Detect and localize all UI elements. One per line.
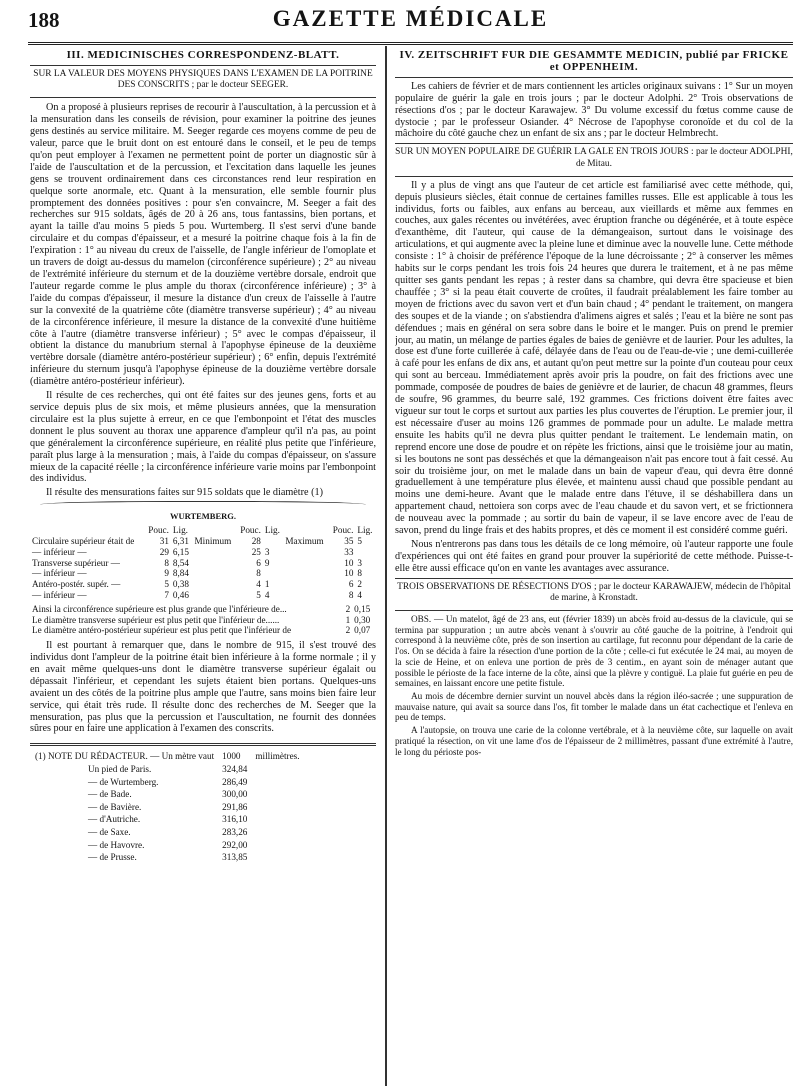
paragraph: Les cahiers de février et de mars contiennent les articles originaux suivans : 1° Sur un moyen populaire de guérir la gale en trois jours ; par le docteur Adolphi. 2° Trois observations de résections d'os ; par le docteur Karawajew. 3° Du volume excessif du fœtus comme cause de dystocie ; par le professeur Osiander. 4° Nécrose de l'apophyse coronoïde et du col de la mâchoire du côté gauche chez un enfant de six ans ; par le docteur Helmbrecht. xyxy=(395,80,793,140)
footnote-unit-header: millimètres. xyxy=(255,751,300,762)
unit-header: Lig. xyxy=(357,525,373,536)
cell-pouc: 9 xyxy=(164,568,169,579)
footnote-row xyxy=(32,852,303,863)
unit-header: Pouc. xyxy=(240,525,261,536)
footnote-label: — de Bade. xyxy=(88,789,132,800)
footnote-header-row xyxy=(32,751,303,762)
footnote-value: 324,84 xyxy=(222,763,248,774)
footnote-row xyxy=(32,802,303,813)
minimum-label xyxy=(193,590,237,601)
table-row xyxy=(30,558,376,569)
footnote xyxy=(30,749,305,864)
paragraph: Il est pourtant à remarquer que, dans le nombre de 915, il s'est trouvé des individus dont l'ampleur de la poitrine était bien inférieure à la forme normale ; il y en avait même quelques-uns dont le diamètre transverse supérieur égalait ou dépassait l'inférieur, et cependant les sujets étaient bien portans. Quelques-uns avaient un des côtés de la poitrine plus ample que l'autre, sans moins bien faire leur service, qui était très rude. Il résulte donc des recherches de M. Seeger que la mensuration, pas plus que la percussion et l'auscultation, ne fournit des données sûres pour en faire une application à l'examen des conscrits. xyxy=(30,640,376,735)
cell-lig: 0,46 xyxy=(172,589,189,600)
note-pouc: 1 xyxy=(345,614,351,625)
unit-header: Pouc. xyxy=(332,525,354,536)
cell-lig: 6,31 xyxy=(172,535,189,546)
footnote-value: 283,26 xyxy=(222,826,248,837)
footnote-value: 313,85 xyxy=(222,852,248,863)
note-lig: 0,15 xyxy=(354,603,371,614)
cell-min_p: 28 xyxy=(251,535,261,546)
cell-min_p: 6 xyxy=(256,557,261,568)
article-title: SUR LA VALEUR DES MOYENS PHYSIQUES DANS L'EXAMEN DE LA POITRINE DES CONSCRITS ; par le docteur SEEGER. xyxy=(33,68,373,91)
rule xyxy=(395,77,793,78)
cell-label: — inférieur — xyxy=(32,568,87,579)
rule xyxy=(395,143,793,144)
cell-max_p: 35 xyxy=(344,535,354,546)
footnote-label: — d'Autriche. xyxy=(88,814,141,825)
unit-header: Pouc. xyxy=(148,525,169,536)
note-lig: 0,07 xyxy=(354,625,371,636)
minimum-label: Minimum xyxy=(194,535,232,546)
left-column xyxy=(30,50,376,1087)
paragraph: On a proposé à plusieurs reprises de recourir à l'auscultation, à la percussion et à la mensuration dans les conseils de révision, pour examiner la poitrine des jeunes gens destinés au service militaire. M. Seeger regarde ces moyens comme de peu de valeur, parce que le bruit dont on est entouré dans le conseil, et le peu de temps qu'on peut employer à l'examen ne permettent point de porter un diagnostic sûr à l'aide de l'auscultation et de la percussion, et l'excitation dans laquelle les jeunes gens se trouvent ordinairement dans ces circonstances rend leur respiration en quelque sorte anormale, etc. Quant à la mensuration, elle semble fournir plus promptement des données positives : pour s'en convaincre, M. Seeger a fait des recherches sur 915 soldats, âgés de 20 à 26 ans, tous fantassins, bien portans, et ayant la taille d'au moins 5 pieds 5 pou. Wurtemberg. Il s'est servi d'une bande circulaire et du compas d'épaisseur, et a mesuré la poitrine chaque fois à la fin de l'expiration : 1° au niveau du creux de l'aisselle, de l'angle inférieur de l'omoplate et un travers de doigt au-dessus du mamelon (circonférence supérieure) ; 2° au niveau de l'extrémité inférieure du sternum et de la douzième vertèbre dorsale, endroit que l'auteur regarde comme le plus ample du thorax (circonférence inférieure) ; 3° à l'aide du compas d'épaisseur, il mesure la distance d'un creux de l'aisselle à l'autre sur la convexité de la quatrième côte (diamètre transverse supérieur) ; 4° au niveau de la circonférence inférieure, il mesure la distance de la convexité d'une huitième côte à l'autre (diamètre transverse inférieur) ; 5° avec le compas d'épaisseur, il obtient la distance du manubrium sternal à l'apophyse épineuse de la deuxième vertèbre dorsale (diamètre antéro-postérieur supérieur) ; 6° enfin, depuis l'extrémité inférieure du sternum jusqu'à l'apophyse épineuse de la douzième vertèbre dorsale (diamètre antéro-postérieur inférieur). xyxy=(30,102,376,388)
footnote-value: 292,00 xyxy=(222,839,248,850)
cell-pouc: 31 xyxy=(159,535,169,546)
minimum-label xyxy=(193,558,237,569)
cell-min_p: 8 xyxy=(256,568,261,579)
cell-lig: 6,15 xyxy=(172,546,189,557)
page-number: 188 xyxy=(28,8,60,32)
footnote-row xyxy=(32,814,303,825)
footnote-row xyxy=(32,789,303,800)
note-lig: 0,30 xyxy=(354,614,371,625)
section-title: III. MEDICINISCHES CORRESPONDENZ-BLATT. xyxy=(66,50,340,61)
article-title: SUR UN MOYEN POPULAIRE DE GUÉRIR LA GALE EN TROIS JOURS : par le docteur ADOLPHI, de Mitau. xyxy=(395,147,793,169)
cell-min_l: 4 xyxy=(264,589,270,600)
cell-min_l xyxy=(263,536,284,547)
rule xyxy=(30,65,376,66)
cell-pouc: 8 xyxy=(164,557,169,568)
footnote-label: — de Saxe. xyxy=(88,826,131,837)
paragraph: Il résulte de ces recherches, qui ont été faites sur des jeunes gens, forts et au service depuis plus de six mois, et même plusieurs années, que la mensuration circulaire est la plus sujette à erreur, en ce que l'embonpoint et l'état des muscles donnent le plus souvent au thorax une apparence d'ampleur qu'il n'a pas, au point que généralement la circonférence supérieure, en réalité plus petite que l'inférieure, paraît plus large à la mensuration ; mais, à l'aide du compas d'épaisseur, on s'assure mieux de la capacité réelle ; la circonférence inférieure varie moins par l'embonpoint des individus. xyxy=(30,390,376,485)
minimum-label xyxy=(193,547,237,558)
column-divider xyxy=(385,46,387,1086)
footnote-label: — de Wurtemberg. xyxy=(88,776,159,787)
table-brace xyxy=(40,501,366,510)
note-text: Le diamètre antéro-postérieur supérieur est plus petit que l'inférieur de xyxy=(32,625,292,636)
footnote-rule xyxy=(30,743,376,746)
note-row xyxy=(30,625,376,636)
maximum-label xyxy=(283,547,328,558)
footnote-value: 286,49 xyxy=(222,776,248,787)
minimum-label xyxy=(193,579,237,590)
cell-min_l: 1 xyxy=(264,579,270,590)
cell-max_l: 8 xyxy=(357,568,362,579)
cell-max_l: 2 xyxy=(357,579,362,590)
maximum-label xyxy=(283,558,328,569)
cell-min_p: 5 xyxy=(256,589,261,600)
cell-max_p: 8 xyxy=(348,589,354,600)
rule xyxy=(395,578,793,579)
table-header-row xyxy=(30,525,376,536)
footnote-value: 300,00 xyxy=(222,789,248,800)
rule xyxy=(30,97,376,98)
measurements-table xyxy=(30,525,376,601)
footnote-label: Un pied de Paris. xyxy=(88,763,152,774)
cell-max_l: 5 xyxy=(357,535,362,546)
notes-table xyxy=(30,604,376,636)
table-row xyxy=(30,547,376,558)
cell-pouc: 5 xyxy=(164,579,169,590)
cell-label: Circulaire supérieur était de xyxy=(32,535,135,546)
note-text: Ainsi la circonférence supérieure est plus grande que l'inférieure de... xyxy=(32,603,287,614)
table-row xyxy=(30,536,376,547)
footnote-label: — de Bavière. xyxy=(88,801,142,812)
note-pouc: 2 xyxy=(345,625,351,636)
footnote-row xyxy=(32,827,303,838)
page-header xyxy=(28,6,793,40)
note-text: Le diamètre transverse supérieur est plus petit que l'inférieur de...... xyxy=(32,614,280,625)
maximum-label xyxy=(283,590,328,601)
footnote-intro: (1) NOTE DU RÉDACTEUR. — Un mètre vaut xyxy=(35,751,215,762)
paragraph: OBS. — Un matelot, âgé de 23 ans, eut (février 1839) un abcès froid au-dessus de la clavicule, qui se termina par suppuration ; un autre abcès venant à s'ouvrir au côté gauche de la poitrine, à l'endroit qui correspond à la neuvième côte, près de son insertion au cartilage, fut reconnu pour dépendant de la carie de l'os. On se décida à faire la résection d'une portion de la côte ; celle-ci fut exécutée le 24 mai, au moyen de la scie de Heine, et on enleva une portion de près de 3 centim., en ayant soin de ménager autant que possible le périoste de la face interne de la côte, ainsi que la plèvre y contiguë. La plaie fut guérie en peu de semaines, en laissant encore une petite fistule. xyxy=(395,614,793,689)
footnote-row xyxy=(32,840,303,851)
cell-label: — inférieur — xyxy=(32,546,87,557)
section-title: IV. ZEITSCHRIFT FUR DIE GESAMMTE MEDICIN, publié par FRICKE et OPPENHEIM. xyxy=(399,50,789,73)
cell-lig: 0,38 xyxy=(172,579,189,590)
unit-header: Lig. xyxy=(172,525,188,536)
cell-max_p: 10 xyxy=(344,568,354,579)
cell-max_l: 3 xyxy=(357,557,362,568)
cell-lig: 8,84 xyxy=(172,568,189,579)
maximum-label xyxy=(283,579,328,590)
footnote-label: — de Prusse. xyxy=(88,852,137,863)
cell-label: — inférieur — xyxy=(32,589,87,600)
rule xyxy=(395,610,793,611)
footnote-value-header: 1000 xyxy=(222,751,241,762)
footnote-value: 316,10 xyxy=(222,814,248,825)
cell-lig: 8,54 xyxy=(172,557,189,568)
table-row xyxy=(30,590,376,601)
minimum-label xyxy=(193,568,237,579)
maximum-label xyxy=(283,568,328,579)
cell-max_l: 4 xyxy=(357,589,362,600)
paragraph: Nous n'entrerons pas dans tous les détails de ce long mémoire, où l'auteur rapporte une foule d'expériences qui ont été faites en grand pour prouver la supériorité de cette méthode. Puisse-t-elle être aussi efficace qu'on en vante les avantages avec assurance. xyxy=(395,538,793,574)
footnote-row xyxy=(32,764,303,775)
right-column xyxy=(395,50,793,1087)
cell-min_p: 4 xyxy=(256,579,261,590)
note-pouc: 2 xyxy=(345,603,351,614)
note-row xyxy=(30,604,376,615)
rule xyxy=(395,176,793,177)
journal-title: GAZETTE MÉDICALE xyxy=(272,6,549,31)
maximum-label: Maximum xyxy=(285,535,324,546)
footnote-row xyxy=(32,777,303,788)
paragraph: Au mois de décembre dernier survint un nouvel abcès dans la région iléo-sacrée ; une suppuration de mauvaise nature, qui avait sa source dans l'os, fit tomber le malade dans un état cachectique et l'enleva en peu de temps. xyxy=(395,690,793,723)
cell-max_l xyxy=(355,547,376,558)
paragraph: Il y a plus de vingt ans que l'auteur de cet article est familiarisé avec cette méthode, qui, depuis plusieurs siècles, était connue de certaines familles russes. Elle est applicable à tous les individus, forts ou faibles, aux enfans au berceau, aux vieillards et même aux femmes en couches, aux gales récentes ou invétérées, avec éruption franche ou dégénérée, et à toute espèce d'exanthème, dit l'auteur, qui cause de la démangeaison, surtout dans le voisinage des articulations, et qui augmente avec la pleine lune et diminue avec la nouvelle lune. Cette méthode consiste : 1° à choisir de préférence l'époque de la lune décroissante ; 2° à conserver les mêmes habits sur le corps pendant les trois fois 24 heures que durera le traitement, et à ne pas même quitter ses gants pendant les repas ; à rester dans sa chambre, qui devra être spacieuse et bien chauffée ; 3° si la peau était couverte de croûtes, il faudrait préalablement les faire tomber au moyen de frictions avec du savon vert et d'un bain chaud ; 4° pendant le traitement, on mangera des soupes et de la viande ; on s'abstiendra d'alimens aigres et salés ; l'eau et la bière ne sont pas défendues ; mais en général on sera sobre dans le boire et le manger. Puis on prend le premier jour, au matin, un mélange de parties égales de baies de genièvre et de laurier. Pour les adultes, la dose est d'une forte cuillerée à café, délayée dans de l'eau ou de l'eau-de-vie ; une demi-cuillerée à café pour les enfans de dix ans, et autant qu'on peut mettre sur la pointe d'un couteau pour ceux qui sont au berceau. Immédiatement après avoir pris la poudre, on fait des frictions avec une pommade, composée de poudres de baies de genièvre et de laurier, de chacun 48 grammes, fleurs de soufre, 96 grammes, du beurre salé, 192 grammes. Ces frictions doivent être faites avec vigueur sur tout le corps et surtout aux parties les plus couvertes de l'éruption. Le premier jour, il est nécessaire d'user au moins 126 grammes de pommade pour un adulte. Le malade mettra ensuite les habits qu'il ne devra plus quitter pendant le traitement. Le lendemain matin, on reprend encore une dose de poudre et on répète les frictions, ainsi que le troisième jour au matin, si les boutons ne sont pas desséchés et que la démangeaison n'ait pas encore tout à fait cessé. Au soir du troisième jour, on met le malade dans un bain de vapeur d'eau, qui devra être donné graduellement à une température plus élevée, et maintenu aussi chaud que possible pendant au moins une demi-heure. Avant que le malade entre dans l'étuve, il se déshabillera dans un appartement chaud, nettoiera son corps avec de l'eau chaude et du savon vert, et se frictionnera de nouveau avec la pommade ; au sortir du bain de vapeur, il se lave encore avec de l'eau de savon, prend du linge frais et des habits propres, et dès ce moment il est considéré comme guéri. xyxy=(395,179,793,537)
cell-min_l xyxy=(263,568,284,579)
cell-label: Transverse supérieur — xyxy=(32,557,120,568)
cell-label: Antéro-postér. supér. — xyxy=(32,579,121,590)
cell-max_p: 33 xyxy=(344,546,354,557)
cell-min_l: 3 xyxy=(264,546,270,557)
table-caption: WURTEMBERG. xyxy=(169,511,237,522)
footnote-label: — de Havovre. xyxy=(88,839,145,850)
cell-pouc: 7 xyxy=(164,589,169,600)
footnote-value: 291,86 xyxy=(222,801,248,812)
paragraph: A l'autopsie, on trouva une carie de la colonne vertébrale, et à la neuvième côte, sur laquelle on avait pratiqué la résection, on vit une lame d'os de l'épaisseur de 2 millimètres, passant d'une extrémité à l'autre, le long du périoste pos- xyxy=(395,725,793,757)
cell-min_l: 9 xyxy=(264,557,270,568)
table-row xyxy=(30,579,376,590)
unit-header: Lig. xyxy=(264,525,280,536)
cell-pouc: 29 xyxy=(159,546,169,557)
cell-min_p: 25 xyxy=(251,546,261,557)
paragraph: Il résulte des mensurations faites sur 915 soldats que le diamètre (1) xyxy=(46,487,323,499)
table-row xyxy=(30,568,376,579)
cell-max_p: 6 xyxy=(348,579,354,590)
header-rule xyxy=(28,42,793,46)
article-title: TROIS OBSERVATIONS DE RÉSECTIONS D'OS ; par le docteur KARAWAJEW, médecin de l'hôpital de marine, à Kronstadt. xyxy=(397,581,791,603)
cell-max_p: 10 xyxy=(344,557,354,568)
note-row xyxy=(30,615,376,626)
